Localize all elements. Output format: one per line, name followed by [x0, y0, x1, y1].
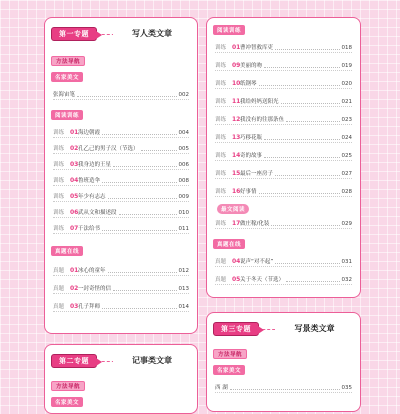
toc-row[interactable] [215, 41, 352, 53]
row-label: 训练 [53, 130, 65, 136]
toc-row[interactable] [215, 131, 352, 143]
toc-row[interactable] [53, 126, 189, 138]
topic-header [213, 321, 354, 337]
leader-dots [275, 49, 339, 50]
leader-dots [102, 308, 176, 309]
toc-row[interactable] [53, 264, 189, 276]
toc-row[interactable] [53, 88, 189, 100]
toc-row[interactable] [53, 222, 189, 234]
toc-row[interactable] [215, 149, 352, 161]
row-label: 真题 [215, 259, 227, 265]
toc-row[interactable] [53, 158, 189, 170]
row-num: 01 [70, 267, 79, 274]
section-tag: 名家美文 [213, 365, 245, 375]
row-label: 训练 [53, 210, 65, 216]
leader-dots [230, 389, 340, 390]
row-label: 真题 [53, 268, 65, 274]
row-label: 训练 [215, 99, 227, 105]
toc-row[interactable] [53, 282, 189, 294]
leader-dots [275, 263, 339, 264]
toc-panel-topic-2-continued [206, 17, 361, 298]
row-page: 027 [341, 171, 352, 177]
section-tag: 真题在线 [51, 246, 83, 256]
section-reading [213, 25, 245, 35]
row-num: 05 [70, 193, 79, 200]
row-page: 025 [341, 153, 352, 159]
section-masterpiece [213, 365, 245, 375]
toc-row[interactable] [215, 113, 352, 125]
row-page: 023 [341, 117, 352, 123]
row-label: 训练 [53, 194, 65, 200]
topic-title: 记事类文章 [113, 353, 191, 369]
topic-header [51, 26, 191, 42]
row-num: 10 [232, 80, 241, 87]
toc-panel-topic-1 [44, 17, 198, 334]
row-title: 做庄稼/化装 [240, 221, 270, 227]
section-tag: 最文阅读 [217, 204, 249, 214]
row-title: 武从文和描述段 [78, 210, 117, 216]
toc-panel-topic-3 [206, 312, 361, 412]
topic-title: 写人类文章 [113, 26, 191, 42]
toc-row[interactable] [215, 167, 352, 179]
row-page: 021 [341, 99, 352, 105]
row-label: 训练 [215, 135, 227, 141]
toc-row[interactable] [215, 95, 352, 107]
row-page: 031 [341, 259, 352, 265]
row-num: 16 [232, 188, 241, 195]
leader-dots [286, 281, 339, 282]
row-page: 032 [341, 277, 352, 283]
leader-dots [102, 182, 176, 183]
row-title: 美丽的吻 [240, 63, 263, 69]
row-label: 训练 [53, 162, 65, 168]
toc-row[interactable] [215, 217, 352, 229]
toc-row[interactable] [215, 77, 352, 89]
leader-dots [119, 214, 177, 215]
row-title: 西 湖 [215, 385, 228, 391]
section-tag: 方法导航 [51, 381, 85, 391]
row-title: 海边朝霞 [78, 130, 101, 136]
section-method [51, 56, 85, 66]
row-num: 13 [232, 134, 241, 141]
row-num: 11 [232, 98, 241, 105]
leader-dots [264, 139, 339, 140]
row-label: 真题 [215, 277, 227, 283]
row-title: 鲁班造伞 [78, 178, 101, 184]
row-page: 002 [178, 92, 189, 98]
row-num: 17 [232, 220, 241, 227]
row-title: 张海宙笔 [53, 92, 76, 98]
leader-dots [275, 175, 339, 176]
row-page: 018 [341, 45, 352, 51]
row-label: 训练 [215, 171, 227, 177]
row-title: 最后一座房子 [240, 171, 274, 177]
row-page: 035 [341, 385, 352, 391]
row-page: 008 [178, 178, 189, 184]
toc-row[interactable] [215, 59, 352, 71]
row-title: 孔乙己的男子汉（节选） [78, 146, 139, 152]
row-page: 009 [178, 194, 189, 200]
row-page: 005 [178, 146, 189, 152]
row-label: 训练 [53, 146, 65, 152]
row-num: 03 [70, 161, 79, 168]
section-masterpiece [51, 397, 83, 407]
row-num: 01 [70, 129, 79, 136]
row-title: 冰心的童年 [78, 268, 106, 274]
row-label: 真题 [53, 304, 65, 310]
row-title: 我给妈妈送阳光 [240, 99, 279, 105]
toc-row[interactable] [215, 381, 352, 393]
leader-dots [77, 96, 176, 97]
row-label: 训练 [215, 45, 227, 51]
section-method [213, 349, 247, 359]
row-label: 训练 [215, 117, 227, 123]
row-num: 07 [70, 225, 79, 232]
row-page: 011 [178, 226, 189, 232]
leader-dots [264, 67, 339, 68]
row-page: 012 [178, 268, 189, 274]
section-extended [217, 204, 249, 214]
toc-row[interactable] [215, 255, 352, 267]
section-method [51, 381, 85, 391]
toc-row[interactable] [53, 190, 189, 202]
leader-dots [102, 134, 176, 135]
topic-badge: 第三专题 [213, 322, 259, 336]
row-title: 好事情 [240, 189, 257, 195]
toc-panel-topic-2 [44, 344, 198, 414]
row-num: 05 [232, 276, 241, 283]
leader-dots [264, 157, 339, 158]
row-label: 训练 [215, 153, 227, 159]
topic-title: 写景类文章 [275, 321, 354, 337]
section-tag: 阅读训练 [213, 25, 245, 35]
row-title: 年少有志志 [78, 194, 106, 200]
topic-badge: 第二专题 [51, 354, 97, 368]
section-exam [213, 239, 245, 249]
row-label: 训练 [53, 178, 65, 184]
row-title: 巧移花瓶 [240, 135, 263, 141]
leader-dots [108, 198, 177, 199]
leader-dots [113, 290, 176, 291]
toc-row[interactable] [215, 273, 352, 285]
row-title: 一封奇怪的信 [78, 286, 112, 292]
row-label: 训练 [215, 221, 227, 227]
row-page: 029 [341, 221, 352, 227]
row-title: 千法给书 [78, 226, 101, 232]
row-page: 020 [341, 81, 352, 87]
section-tag: 阅读训练 [51, 110, 83, 120]
leader-dots [113, 166, 176, 167]
section-tag: 方法导航 [213, 349, 247, 359]
row-title: 纸钢琴 [240, 81, 257, 87]
row-title: 孔子拜师 [78, 304, 101, 310]
row-page: 006 [178, 162, 189, 168]
row-num: 04 [232, 258, 241, 265]
toc-row[interactable] [53, 206, 189, 218]
row-num: 01 [232, 44, 241, 51]
section-exam [51, 246, 83, 256]
row-page: 024 [341, 135, 352, 141]
row-page: 028 [341, 189, 352, 195]
leader-dots [259, 193, 340, 194]
row-label: 训练 [215, 189, 227, 195]
row-page: 019 [341, 63, 352, 69]
section-tag: 名家美文 [51, 397, 83, 407]
row-page: 014 [178, 304, 189, 310]
row-page: 010 [178, 210, 189, 216]
leader-dots [286, 121, 339, 122]
row-page: 004 [178, 130, 189, 136]
leader-dots [108, 272, 177, 273]
row-title: 我没有的往那条鱼 [240, 117, 285, 123]
leader-dots [141, 150, 177, 151]
row-label: 训练 [53, 226, 65, 232]
section-masterpiece [51, 72, 83, 82]
toc-row[interactable] [53, 300, 189, 312]
row-title: 说声“对不起” [240, 259, 274, 265]
row-num: 02 [70, 145, 79, 152]
leader-dots [271, 225, 339, 226]
row-num: 14 [232, 152, 241, 159]
row-title: 我身边的王星 [78, 162, 112, 168]
topic-header [51, 353, 191, 369]
row-label: 真题 [53, 286, 65, 292]
row-num: 09 [232, 62, 241, 69]
leader-dots [102, 230, 176, 231]
row-num: 04 [70, 177, 79, 184]
row-title: 曹冲智救库吏 [240, 45, 274, 51]
section-tag: 方法导航 [51, 56, 85, 66]
row-num: 06 [70, 209, 79, 216]
row-label: 训练 [215, 63, 227, 69]
toc-row[interactable] [53, 142, 189, 154]
leader-dots [281, 103, 340, 104]
row-title: 奇的故事 [240, 153, 263, 159]
toc-row[interactable] [215, 185, 352, 197]
leader-dots [259, 85, 340, 86]
row-num: 03 [70, 303, 79, 310]
row-num: 15 [232, 170, 241, 177]
section-reading [51, 110, 83, 120]
row-label: 训练 [215, 81, 227, 87]
row-title: 关于冬天（节选） [240, 277, 285, 283]
topic-badge: 第一专题 [51, 27, 97, 41]
row-page: 013 [178, 286, 189, 292]
toc-row[interactable] [53, 174, 189, 186]
section-tag: 真题在线 [213, 239, 245, 249]
row-num: 12 [232, 116, 241, 123]
section-tag: 名家美文 [51, 72, 83, 82]
row-num: 02 [70, 285, 79, 292]
